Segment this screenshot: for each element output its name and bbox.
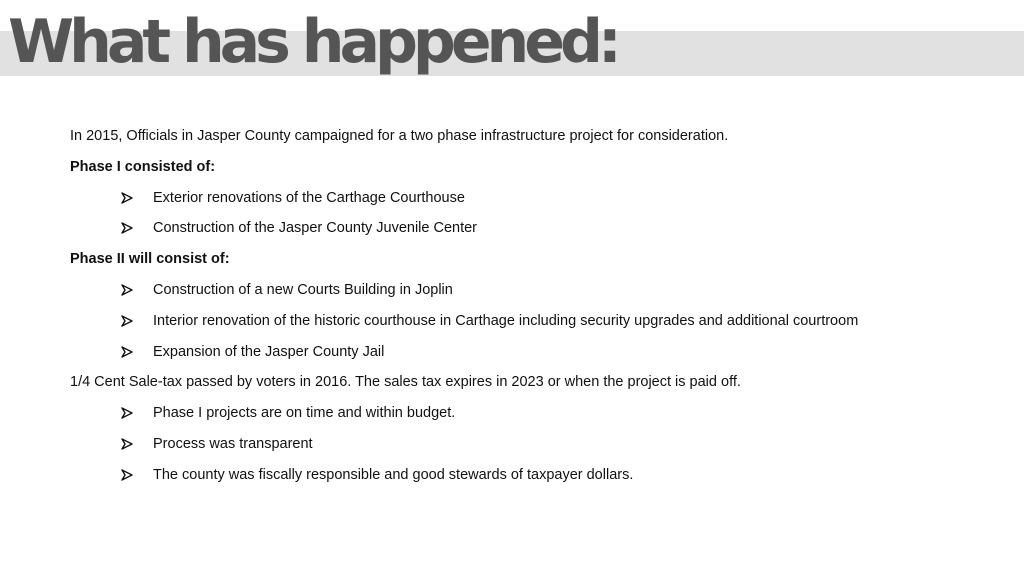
page-title: What has happened: [8, 7, 617, 77]
arrow-bullet-icon [121, 222, 133, 234]
list-item [70, 311, 970, 342]
intro-text: In 2015, Officials in Jasper County campaigned for a two phase infrastructure project for consideration. [70, 128, 729, 144]
list-item [70, 218, 970, 249]
phase1-heading: Phase I consisted of: [70, 158, 216, 175]
arrow-bullet-icon [121, 192, 133, 204]
list-item-text: Process was transparent [153, 435, 313, 452]
arrow-bullet-icon [121, 284, 133, 296]
arrow-bullet-icon [121, 346, 133, 358]
list-item [70, 342, 970, 373]
list-item-text: Exterior renovations of the Carthage Courthouse [153, 189, 465, 206]
tax-text: 1/4 Cent Sale-tax passed by voters in 2016. The sales tax expires in 2023 or when the project is paid off. [70, 374, 741, 391]
list-item-text: The county was fiscally responsible and good stewards of taxpayer dollars. [153, 466, 634, 483]
list-item-text: Construction of a new Courts Building in Joplin [153, 281, 453, 298]
list-item [70, 188, 970, 219]
list-item [70, 403, 970, 434]
list-item-text: Expansion of the Jasper County Jail [153, 343, 385, 360]
arrow-bullet-icon [121, 315, 133, 327]
arrow-bullet-icon [121, 469, 133, 481]
arrow-bullet-icon [121, 438, 133, 450]
list-item-text: Interior renovation of the historic courthouse in Carthage including security upgrades and additional courtroom [153, 312, 859, 329]
list-item [70, 434, 970, 465]
slide-content [70, 126, 970, 496]
list-item [70, 280, 970, 311]
list-item [70, 465, 970, 496]
arrow-bullet-icon [121, 407, 133, 419]
list-item-text: Phase I projects are on time and within budget. [153, 405, 456, 422]
list-item-text: Construction of the Jasper County Juvenile Center [153, 220, 478, 237]
phase2-heading: Phase II will consist of: [70, 251, 230, 268]
